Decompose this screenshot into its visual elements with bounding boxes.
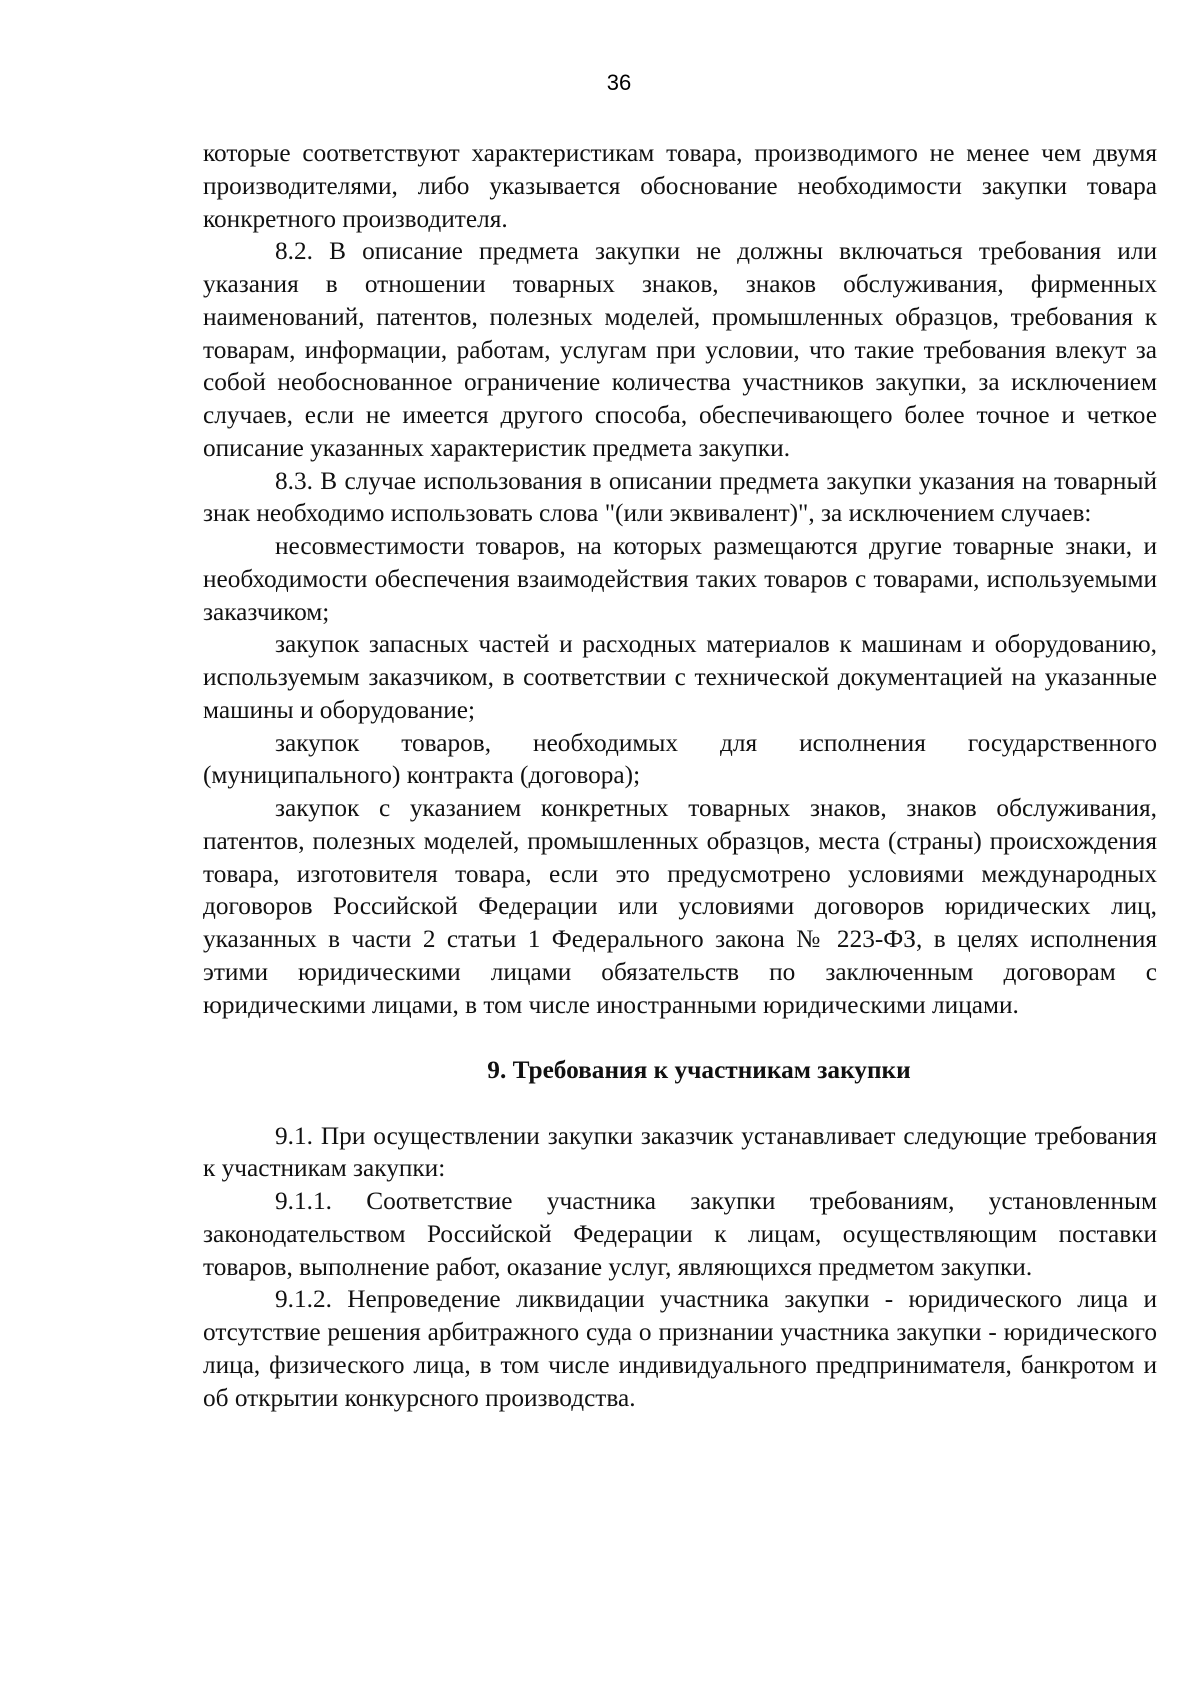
section-spacer-top bbox=[203, 1021, 1157, 1054]
paragraph-9-1-2: 9.1.2. Непроведение ликвидации участника закупки - юридического лица и отсутствие решения арбитражного суда о признании участника закупки - юридического лица, физического лица, в том числе индивидуального предпринимателя, банкротом и об открытии конкурсного производства. bbox=[203, 1285, 1157, 1412]
paragraph-9-1-1: 9.1.1. Соответствие участника закупки требованиям, установленным законодательством Российской Федерации к лицам, осуществляющим поставки товаров, выполнение работ, оказание услуг, являющихся предметом закупки. bbox=[203, 1187, 1157, 1281]
section-spacer-bottom bbox=[203, 1087, 1157, 1120]
section-heading: 9. Требования к участникам закупки bbox=[487, 1056, 911, 1084]
document-body bbox=[203, 137, 1157, 1414]
paragraph-8-2: 8.2. В описание предмета закупки не должны включаться требования или указания в отношении товарных знаков, знаков обслуживания, фирменных наименований, патентов, полезных моделей, промышленных образцов, требования к товарам, информации, работам, услугам при условии, что такие требования влекут за собой необоснованное ограничение количества участников закупки, за исключением случаев, если не имеется другого способа, обеспечивающего более точное и четкое описание указанных характеристик предмета закупки. bbox=[203, 237, 1157, 462]
paragraph-9-1: 9.1. При осуществлении закупки заказчик устанавливает следующие требования к участникам закупки: bbox=[203, 1121, 1157, 1183]
paragraph-exception-spare-parts: закупок запасных частей и расходных материалов к машинам и оборудованию, используемым заказчиком, в соответствии с технической документацией на указанные машины и оборудование; bbox=[203, 630, 1157, 724]
paragraph-continuation: которые соответствуют характеристикам товара, производимого не менее чем двумя производителями, либо указывается обоснование необходимости закупки товара конкретного производителя. bbox=[203, 139, 1157, 233]
paragraph-8-3: 8.3. В случае использования в описании предмета закупки указания на товарный знак необходимо использовать слова "(или эквивалент)", за исключением случаев: bbox=[203, 466, 1157, 528]
paragraph-exception-contract: закупок товаров, необходимых для исполнения государственного (муниципального) контракта (договора); bbox=[203, 728, 1157, 790]
page-number: 36 bbox=[606, 70, 632, 95]
paragraph-exception-trademarks: закупок с указанием конкретных товарных знаков, знаков обслуживания, патентов, полезных моделей, промышленных образцов, места (страны) происхождения товара, изготовителя товара, если это предусмотрено условиями международных договоров Российской Федерации или условиями договоров юридических лиц, указанных в части 2 статьи 1 Федерального закона № 223-ФЗ, в целях исполнения этими юридическими лицами обязательств по заключенным договорам с юридическими лицами, в том числе иностранными юридическими лицами. bbox=[203, 794, 1157, 1019]
paragraph-exception-incompatibility: несовместимости товаров, на которых размещаются другие товарные знаки, и необходимости обеспечения взаимодействия таких товаров с товарами, используемыми заказчиком; bbox=[203, 532, 1157, 626]
